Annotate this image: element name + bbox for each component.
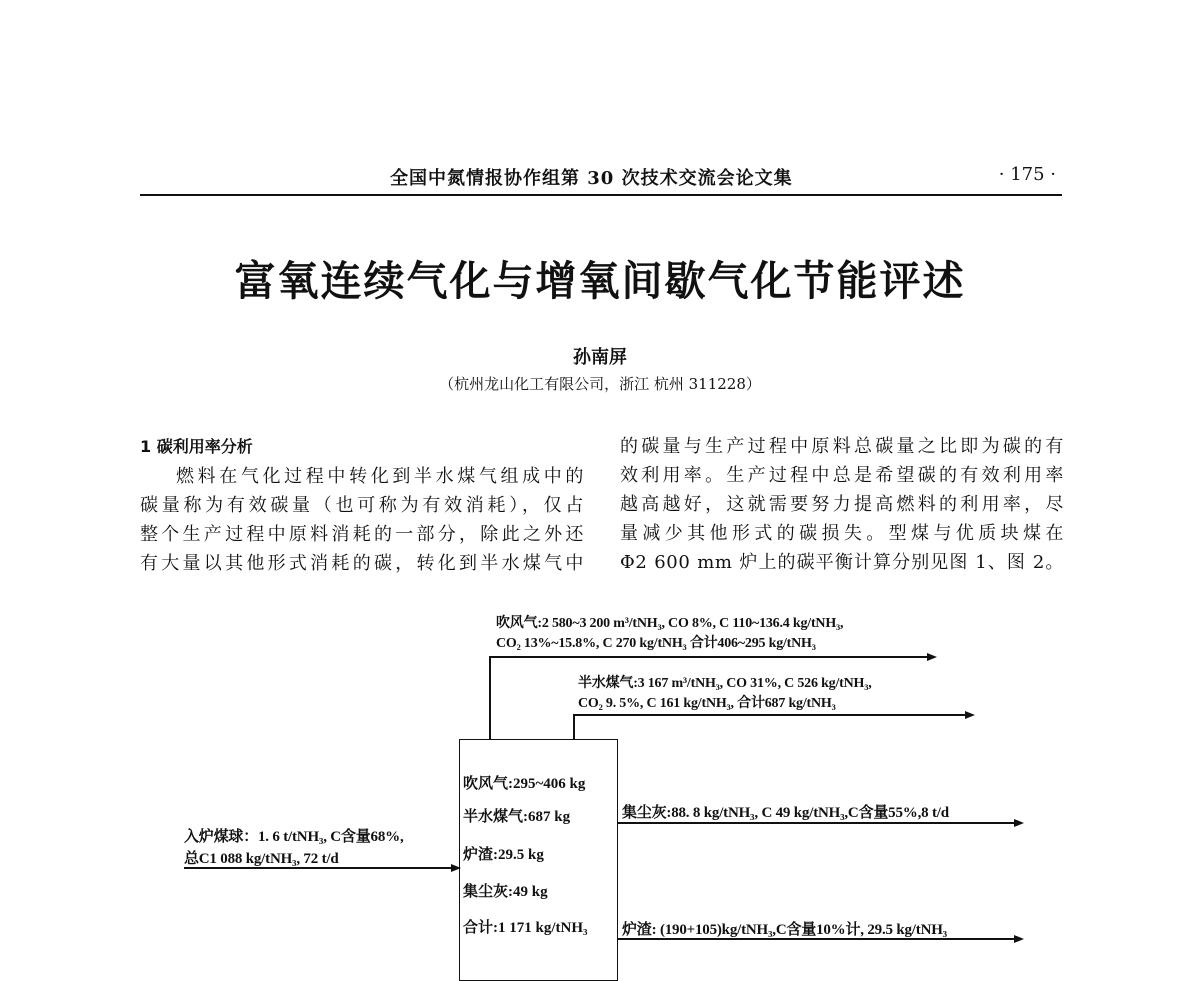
semi-gas-arrow-icon [965, 711, 975, 719]
box-item: 集尘灰:49 kg [463, 884, 548, 900]
body-line: 有大量以其他形式消耗的碳，转化到半水煤气中 [140, 553, 584, 574]
semi-gas-horizontal-line [573, 714, 967, 716]
body-line: 效利用率。生产过程中总是希望碳的有效利用率 [620, 465, 1064, 486]
paper-title: 富氧连续气化与增氧间歇气化节能评述 [234, 257, 966, 305]
feed-arrow-icon [451, 864, 461, 872]
body-line: 碳量称为有效碳量（也可称为有效消耗），仅占 [140, 495, 584, 516]
running-title: 全国中氮情报协作组第 30 次技术交流会论文集 [390, 168, 793, 189]
slag-arrow-icon [1014, 935, 1024, 943]
left-column [140, 432, 584, 578]
right-column [620, 432, 1064, 577]
blow-gas-horizontal-line [489, 656, 929, 658]
blow-gas-label: 吹风气:2 580~3 200 m³/tNH₃, CO 8%, C 110~136.4 kg/tNH₃, [496, 616, 844, 631]
running-header [140, 160, 1062, 196]
box-item: 半水煤气:687 kg [463, 809, 571, 825]
slag-output-label: 炉渣: (190+105)kg/tNH₃,C含量10%计, 29.5 kg/tNH₃ [622, 922, 947, 938]
page-number: · 175 · [998, 164, 1056, 185]
body-line: 越高越好，这就需要努力提高燃料的利用率，尽 [620, 494, 1064, 515]
dust-output-label: 集尘灰:88. 8 kg/tNH₃, C 49 kg/tNH₃,C含量55%,8 t/d [622, 805, 949, 821]
semi-gas-label: CO₂ 9. 5%, C 161 kg/tNH₃, 合计687 kg/tNH₃ [578, 696, 836, 711]
dust-output-line [617, 822, 1015, 824]
blow-gas-vertical-line [489, 656, 491, 740]
blow-gas-label: CO₂ 13%~15.8%, C 270 kg/tNH₃ 合计406~295 kg/tNH₃ [496, 636, 816, 651]
body-line: 整个生产过程中原料消耗的一部分，除此之外还 [140, 524, 584, 545]
semi-gas-label: 半水煤气:3 167 m³/tNH₃, CO 31%, C 526 kg/tNH₃, [578, 676, 872, 691]
box-item: 炉渣:29.5 kg [463, 847, 544, 863]
body-line: 燃料在气化过程中转化到半水煤气组成中的 [176, 466, 584, 487]
author-affiliation: （杭州龙山化工有限公司，浙江 杭州 311228） [439, 375, 761, 393]
feed-input-line [184, 867, 452, 869]
feed-label: 入炉煤球：1. 6 t/tNH₃, C含量68%, [184, 829, 404, 845]
box-item: 吹风气:295~406 kg [463, 776, 586, 792]
semi-gas-vertical-line [573, 714, 575, 740]
body-line: 的碳量与生产过程中原料总碳量之比即为碳的有 [620, 436, 1064, 457]
body-line: Φ2 600 mm 炉上的碳平衡计算分别见图 1、图 2。 [620, 552, 1064, 573]
slag-output-line [617, 938, 1015, 940]
section-heading: 1 碳利用率分析 [140, 437, 253, 456]
author-name: 孙南屏 [573, 347, 627, 368]
body-line: 量减少其他形式的碳损失。型煤与优质块煤在 [620, 523, 1064, 544]
blow-gas-arrow-icon [927, 653, 937, 661]
box-item: 合计:1 171 kg/tNH₃ [463, 920, 588, 936]
dust-arrow-icon [1014, 819, 1024, 827]
feed-label: 总C1 088 kg/tNH₃, 72 t/d [184, 851, 339, 867]
